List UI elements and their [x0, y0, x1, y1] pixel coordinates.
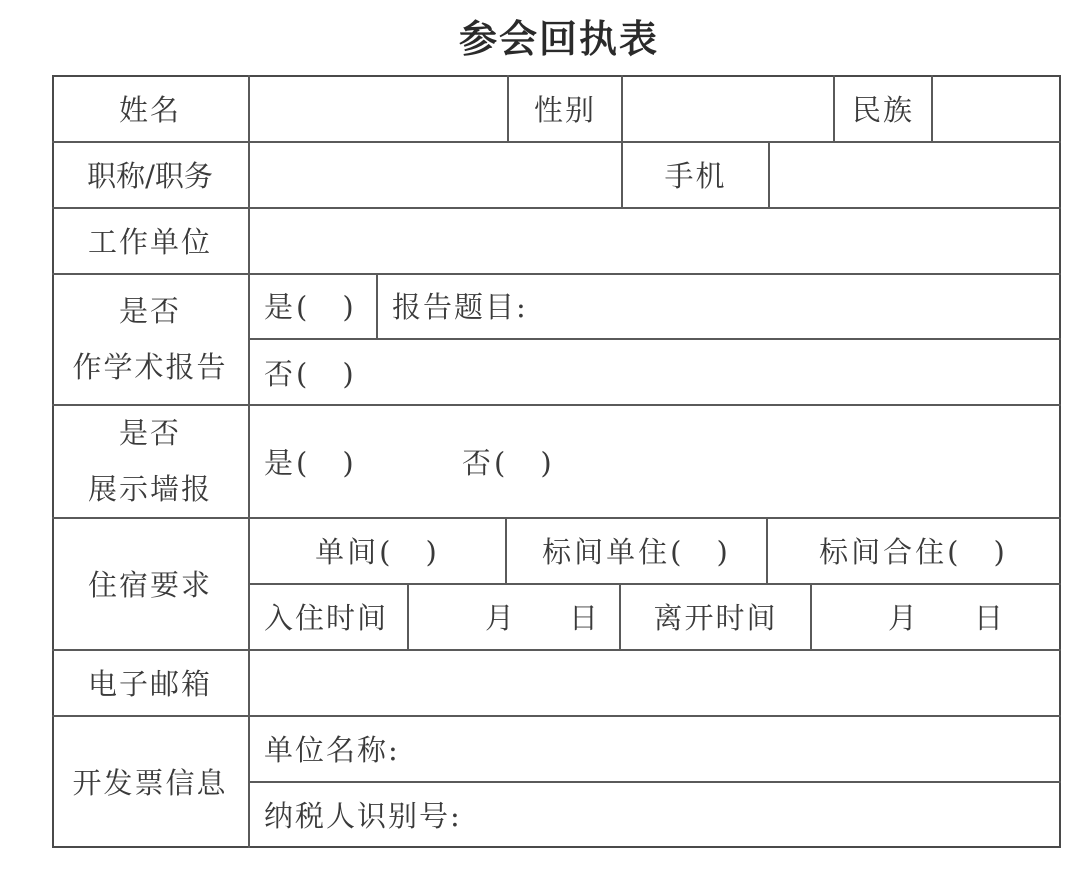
title-position-field[interactable]	[250, 141, 621, 207]
checkin-date-field[interactable]	[409, 583, 619, 649]
academic-report-label-line2: 作学术报告	[72, 349, 228, 384]
checkout-day-label: 日	[974, 600, 1004, 635]
company-name-field[interactable]: 单位名称:	[264, 732, 400, 767]
standard-room-shared-option[interactable]: 标间合住( )	[819, 534, 1008, 569]
checkin-day-label: 日	[569, 600, 599, 635]
phone-field[interactable]	[770, 141, 1059, 207]
report-no-option[interactable]: 否( )	[264, 356, 357, 391]
checkin-time-label: 入住时间	[264, 600, 389, 635]
poster-label-line1: 是否	[118, 415, 181, 450]
column-divider	[376, 273, 378, 338]
checkout-time-label: 离开时间	[653, 600, 778, 635]
poster-yes-option[interactable]: 是( )	[264, 446, 357, 480]
name-field[interactable]	[250, 75, 507, 141]
checkout-month-label: 月	[888, 600, 918, 635]
poster-label-line2: 展示墙报	[87, 471, 212, 506]
ethnicity-label: 民族	[851, 92, 914, 127]
report-yes-option[interactable]: 是( )	[264, 290, 357, 324]
employer-label: 工作单位	[87, 224, 212, 259]
poster-label	[52, 404, 248, 517]
report-topic-field[interactable]: 报告题目:	[392, 290, 528, 324]
tax-id-field[interactable]: 纳税人识别号:	[264, 799, 462, 833]
academic-report-label-line1: 是否	[118, 293, 181, 328]
lodging-label: 住宿要求	[87, 567, 212, 602]
gender-field[interactable]	[623, 75, 833, 141]
standard-room-alone-option[interactable]: 标间单住( )	[542, 534, 731, 569]
name-label: 姓名	[118, 92, 181, 127]
ethnicity-field[interactable]	[933, 75, 1059, 141]
gender-label: 性别	[533, 92, 596, 127]
phone-label: 手机	[664, 158, 727, 193]
employer-field[interactable]	[250, 207, 1059, 273]
title-position-label: 职称/职务	[87, 158, 213, 193]
checkin-month-label: 月	[485, 600, 515, 635]
email-field[interactable]	[250, 649, 1059, 715]
poster-no-option[interactable]: 否( )	[462, 446, 555, 480]
registration-form	[52, 75, 1061, 848]
email-label: 电子邮箱	[87, 666, 212, 701]
form-title: 参会回执表	[458, 17, 659, 61]
academic-report-label	[52, 273, 248, 404]
checkout-date-field[interactable]	[812, 583, 1059, 649]
single-room-option[interactable]: 单间( )	[315, 534, 440, 569]
invoice-label: 开发票信息	[72, 766, 228, 800]
